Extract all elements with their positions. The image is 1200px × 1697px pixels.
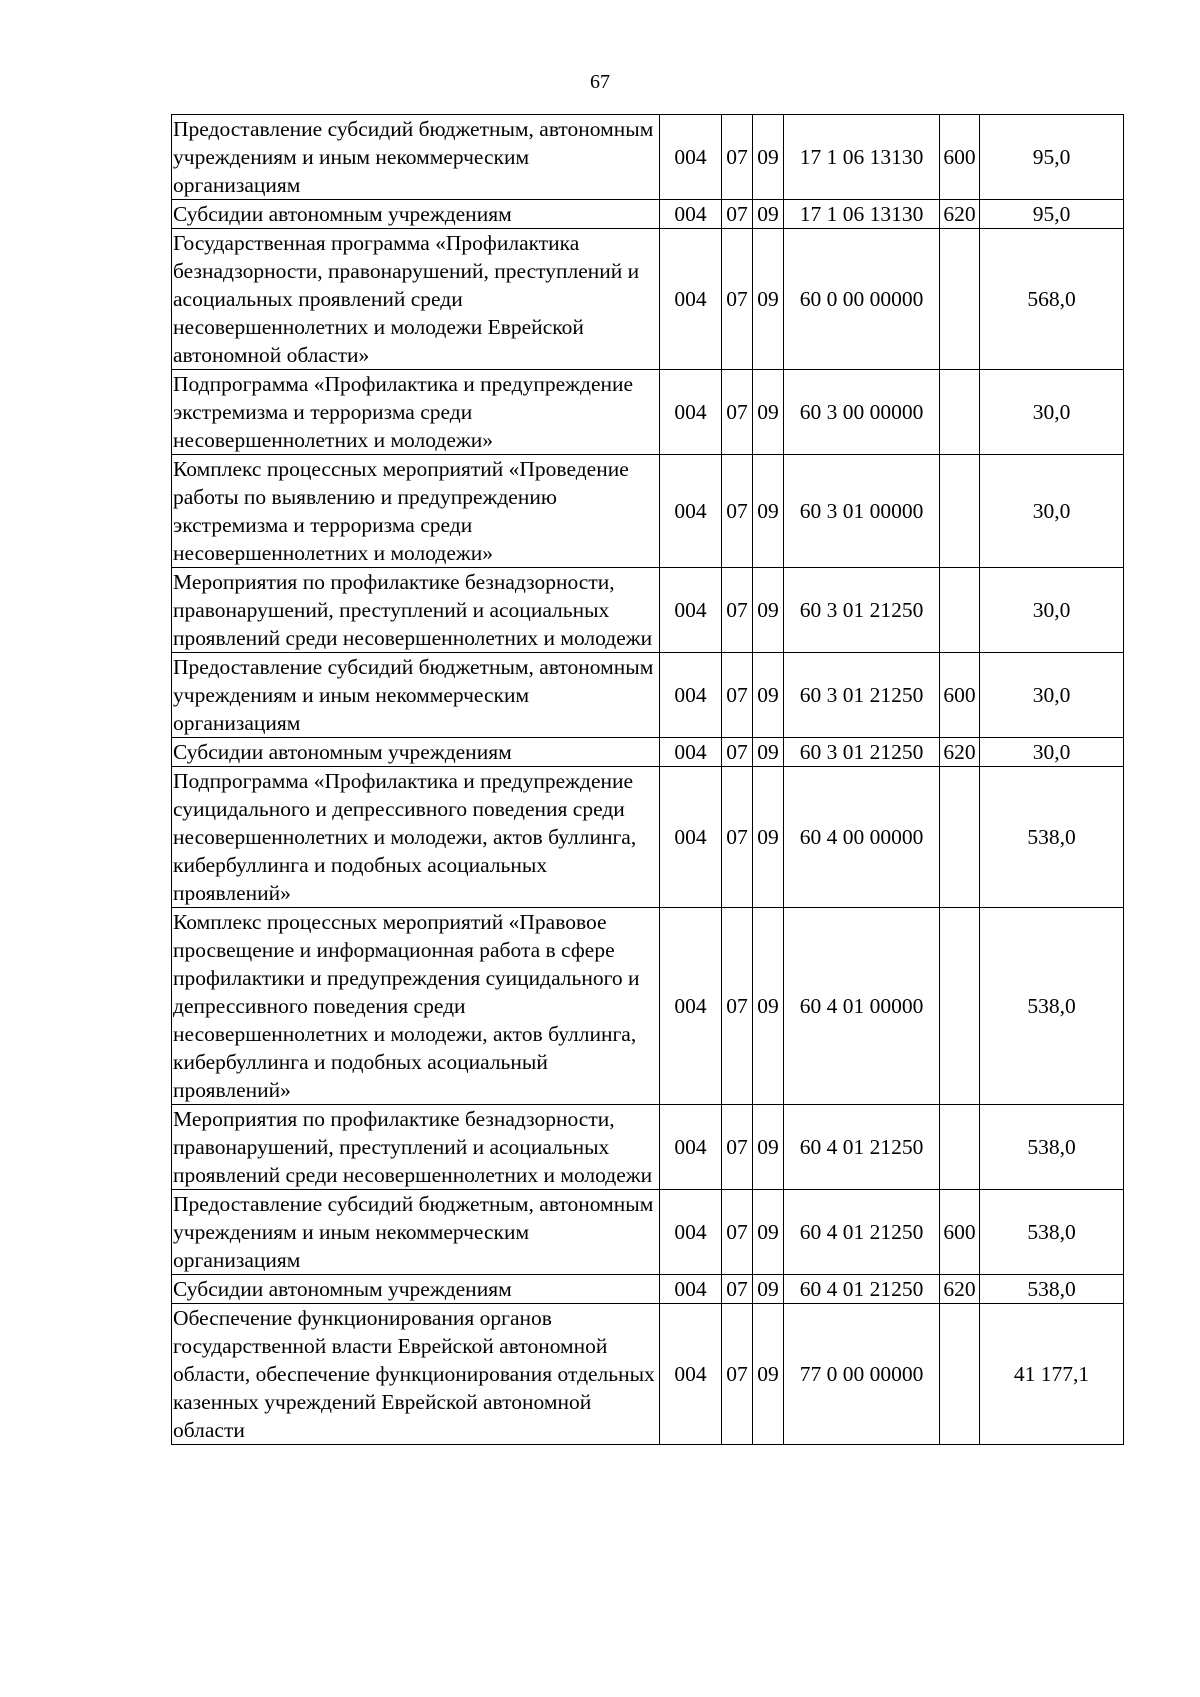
department-code-cell: 004: [660, 653, 722, 738]
table-row: [172, 653, 1124, 738]
amount-cell: 30,0: [980, 568, 1124, 653]
expense-name-cell: Мероприятия по профилактике безнадзорности, правонарушений, преступлений и асоциальных проявлений среди несовершеннолетних и молодежи: [172, 568, 660, 653]
amount-cell: 95,0: [980, 115, 1124, 200]
amount-cell: 30,0: [980, 653, 1124, 738]
subsection-code-cell: 09: [753, 370, 784, 455]
expense-type-code-cell: [940, 908, 980, 1105]
department-code-cell: 004: [660, 1190, 722, 1275]
expense-name-cell: Предоставление субсидий бюджетным, автономным учреждениям и иным некоммерческим организациям: [172, 1190, 660, 1275]
target-article-code-cell: 60 4 01 21250: [784, 1275, 940, 1304]
subsection-code-cell: 09: [753, 455, 784, 568]
department-code-cell: 004: [660, 229, 722, 370]
page-number: 67: [590, 71, 610, 93]
target-article-code-cell: 60 4 00 00000: [784, 767, 940, 908]
section-code-cell: 07: [722, 229, 753, 370]
subsection-code-cell: 09: [753, 908, 784, 1105]
amount-cell: 30,0: [980, 455, 1124, 568]
amount-cell: 538,0: [980, 767, 1124, 908]
expense-name-cell: Субсидии автономным учреждениям: [172, 738, 660, 767]
target-article-code-cell: 60 3 01 21250: [784, 653, 940, 738]
target-article-code-cell: 17 1 06 13130: [784, 200, 940, 229]
expense-name-cell: Субсидии автономным учреждениям: [172, 200, 660, 229]
target-article-code-cell: 60 4 01 00000: [784, 908, 940, 1105]
department-code-cell: 004: [660, 370, 722, 455]
expense-name-cell: Подпрограмма «Профилактика и предупреждение экстремизма и терроризма среди несовершеннолетних и молодежи»: [172, 370, 660, 455]
subsection-code-cell: 09: [753, 767, 784, 908]
department-code-cell: 004: [660, 1275, 722, 1304]
table-row: [172, 1275, 1124, 1304]
expense-name-cell: Государственная программа «Профилактика безнадзорности, правонарушений, преступлений и асоциальных проявлений среди несовершеннолетних и молодежи Еврейской автономной области»: [172, 229, 660, 370]
amount-cell: 30,0: [980, 370, 1124, 455]
expense-name-cell: Предоставление субсидий бюджетным, автономным учреждениям и иным некоммерческим организациям: [172, 115, 660, 200]
department-code-cell: 004: [660, 908, 722, 1105]
amount-cell: 538,0: [980, 908, 1124, 1105]
department-code-cell: 004: [660, 1304, 722, 1445]
table-row: [172, 455, 1124, 568]
section-code-cell: 07: [722, 370, 753, 455]
subsection-code-cell: 09: [753, 1190, 784, 1275]
subsection-code-cell: 09: [753, 1275, 784, 1304]
expense-type-code-cell: [940, 229, 980, 370]
expense-type-code-cell: 620: [940, 738, 980, 767]
department-code-cell: 004: [660, 568, 722, 653]
department-code-cell: 004: [660, 1105, 722, 1190]
amount-cell: 538,0: [980, 1275, 1124, 1304]
expense-name-cell: Предоставление субсидий бюджетным, автономным учреждениям и иным некоммерческим организациям: [172, 653, 660, 738]
subsection-code-cell: 09: [753, 229, 784, 370]
section-code-cell: 07: [722, 455, 753, 568]
department-code-cell: 004: [660, 738, 722, 767]
amount-cell: 30,0: [980, 738, 1124, 767]
expense-type-code-cell: 600: [940, 653, 980, 738]
target-article-code-cell: 60 3 01 21250: [784, 568, 940, 653]
target-article-code-cell: 60 3 01 21250: [784, 738, 940, 767]
expense-type-code-cell: [940, 370, 980, 455]
amount-cell: 41 177,1: [980, 1304, 1124, 1445]
table-row: [172, 229, 1124, 370]
target-article-code-cell: 60 3 00 00000: [784, 370, 940, 455]
subsection-code-cell: 09: [753, 1304, 784, 1445]
amount-cell: 538,0: [980, 1190, 1124, 1275]
table-row: [172, 738, 1124, 767]
section-code-cell: 07: [722, 908, 753, 1105]
table-row: [172, 767, 1124, 908]
expense-name-cell: Комплекс процессных мероприятий «Правовое просвещение и информационная работа в сфере профилактики и предупреждения суицидального и депрессивного поведения среди несовершеннолетних и молодежи, актов буллинга, кибербуллинга и подобных асоциальный проявлений»: [172, 908, 660, 1105]
budget-table-body: [172, 115, 1124, 1445]
amount-cell: 568,0: [980, 229, 1124, 370]
table-row: [172, 370, 1124, 455]
expense-type-code-cell: [940, 455, 980, 568]
expense-name-cell: Подпрограмма «Профилактика и предупреждение суицидального и депрессивного поведения среди несовершеннолетних и молодежи, актов буллинга, кибербуллинга и подобных асоциальных проявлений»: [172, 767, 660, 908]
subsection-code-cell: 09: [753, 653, 784, 738]
department-code-cell: 004: [660, 455, 722, 568]
section-code-cell: 07: [722, 1105, 753, 1190]
section-code-cell: 07: [722, 568, 753, 653]
expense-name-cell: Мероприятия по профилактике безнадзорности, правонарушений, преступлений и асоциальных проявлений среди несовершеннолетних и молодежи: [172, 1105, 660, 1190]
target-article-code-cell: 77 0 00 00000: [784, 1304, 940, 1445]
section-code-cell: 07: [722, 1275, 753, 1304]
subsection-code-cell: 09: [753, 568, 784, 653]
expense-type-code-cell: 620: [940, 200, 980, 229]
table-row: [172, 908, 1124, 1105]
subsection-code-cell: 09: [753, 115, 784, 200]
department-code-cell: 004: [660, 200, 722, 229]
section-code-cell: 07: [722, 767, 753, 908]
target-article-code-cell: 60 0 00 00000: [784, 229, 940, 370]
section-code-cell: 07: [722, 1304, 753, 1445]
amount-cell: 538,0: [980, 1105, 1124, 1190]
target-article-code-cell: 60 3 01 00000: [784, 455, 940, 568]
expense-type-code-cell: [940, 767, 980, 908]
table-row: [172, 568, 1124, 653]
table-row: [172, 1105, 1124, 1190]
table-row: [172, 1190, 1124, 1275]
amount-cell: 95,0: [980, 200, 1124, 229]
table-row: [172, 1304, 1124, 1445]
section-code-cell: 07: [722, 738, 753, 767]
target-article-code-cell: 60 4 01 21250: [784, 1105, 940, 1190]
department-code-cell: 004: [660, 115, 722, 200]
expense-name-cell: Комплекс процессных мероприятий «Проведение работы по выявлению и предупреждению экстремизма и терроризма среди несовершеннолетних и молодежи»: [172, 455, 660, 568]
expense-type-code-cell: [940, 1105, 980, 1190]
table-row: [172, 115, 1124, 200]
target-article-code-cell: 17 1 06 13130: [784, 115, 940, 200]
target-article-code-cell: 60 4 01 21250: [784, 1190, 940, 1275]
department-code-cell: 004: [660, 767, 722, 908]
expense-name-cell: Обеспечение функционирования органов государственной власти Еврейской автономной области, обеспечение функционирования отдельных казенных учреждений Еврейской автономной области: [172, 1304, 660, 1445]
subsection-code-cell: 09: [753, 200, 784, 229]
expense-type-code-cell: 600: [940, 115, 980, 200]
section-code-cell: 07: [722, 200, 753, 229]
subsection-code-cell: 09: [753, 738, 784, 767]
expense-type-code-cell: [940, 1304, 980, 1445]
expense-type-code-cell: [940, 568, 980, 653]
expense-name-cell: Субсидии автономным учреждениям: [172, 1275, 660, 1304]
table-row: [172, 200, 1124, 229]
section-code-cell: 07: [722, 1190, 753, 1275]
section-code-cell: 07: [722, 115, 753, 200]
budget-table: [171, 114, 1124, 1445]
section-code-cell: 07: [722, 653, 753, 738]
expense-type-code-cell: 600: [940, 1190, 980, 1275]
expense-type-code-cell: 620: [940, 1275, 980, 1304]
subsection-code-cell: 09: [753, 1105, 784, 1190]
